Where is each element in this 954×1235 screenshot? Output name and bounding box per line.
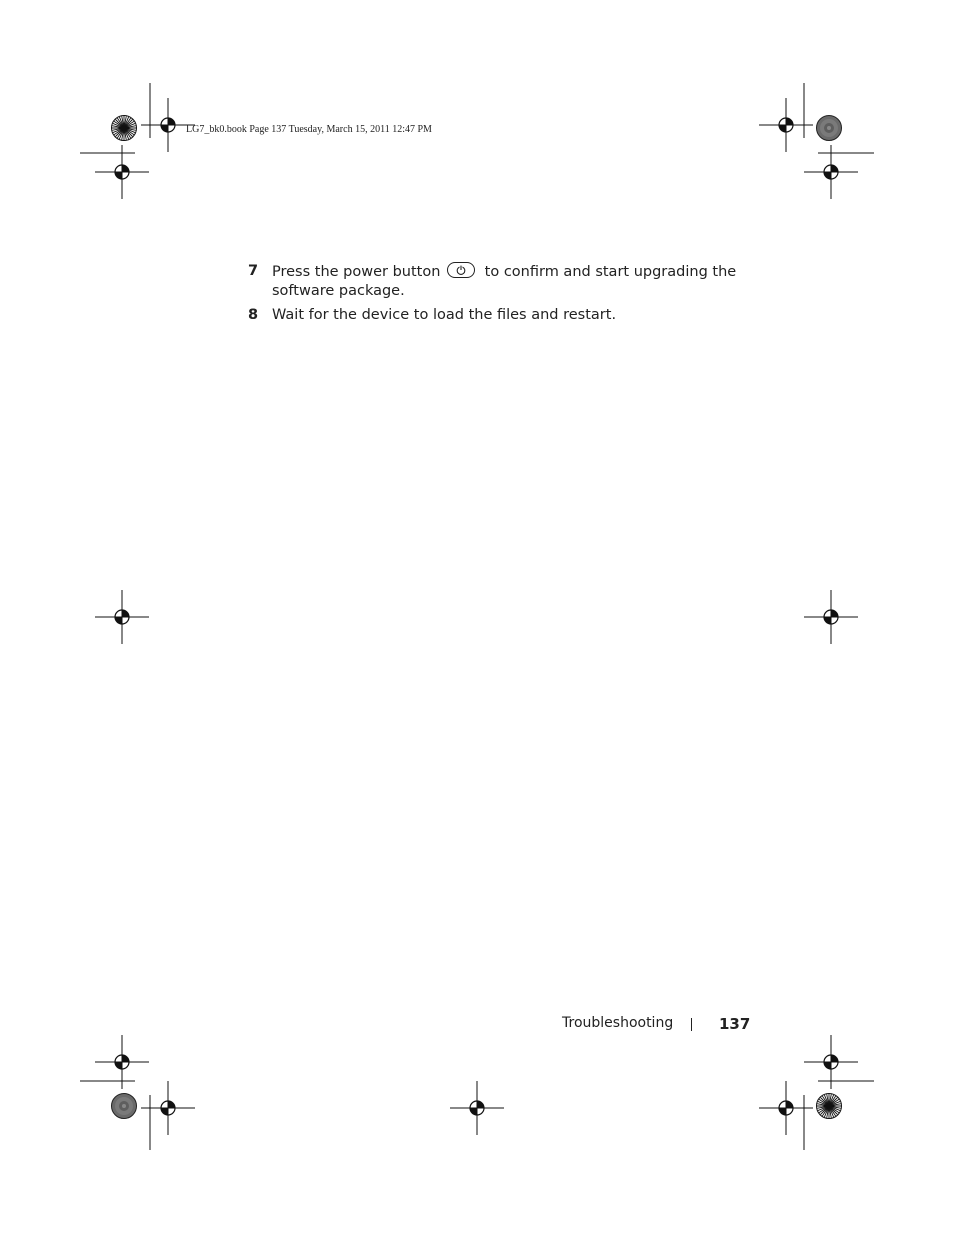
step-text bbox=[272, 262, 742, 301]
footer-section-title: Troubleshooting bbox=[562, 1015, 674, 1031]
book-info-header: LG7_bk0.book Page 137 Tuesday, March 15, 2011 12:47 PM bbox=[186, 124, 432, 135]
page-number: 137 bbox=[719, 1015, 751, 1033]
footer-divider bbox=[691, 1018, 692, 1031]
step-number: 7 bbox=[248, 263, 259, 279]
power-button-icon bbox=[447, 262, 475, 278]
step-text-after-icon: to confirm and start upgrading the software package. bbox=[272, 264, 737, 299]
step-text: Wait for the device to load the files and restart. bbox=[272, 307, 617, 323]
step-number: 8 bbox=[248, 307, 259, 323]
step-text-before-icon: Press the power button bbox=[272, 264, 441, 280]
